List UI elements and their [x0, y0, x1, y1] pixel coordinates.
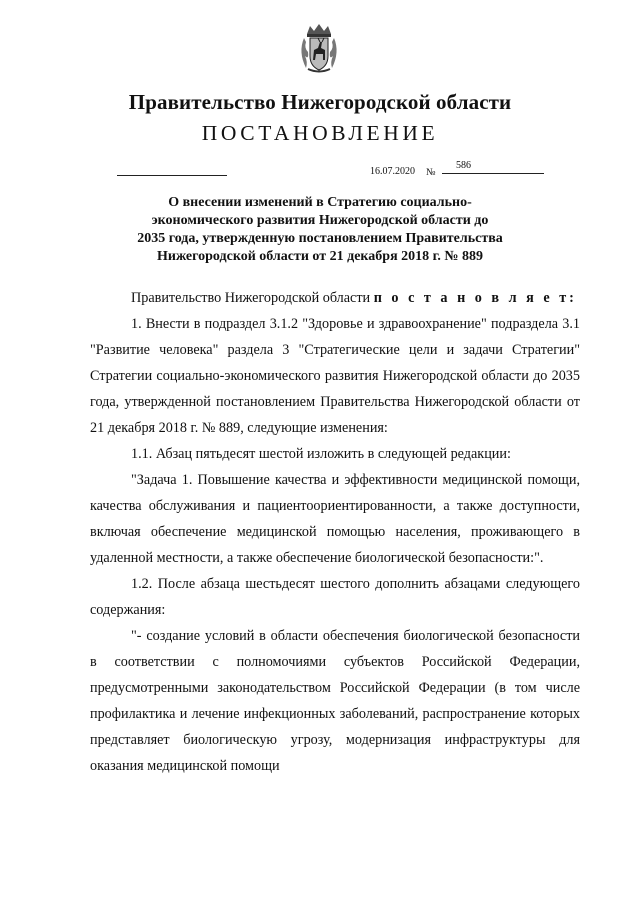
title-line: 2035 года, утвержденную постановлением Правительства	[137, 231, 503, 246]
paragraph-1-1: 1.1. Абзац пятьдесят шестой изложить в следующей редакции:	[131, 446, 511, 462]
document-body	[90, 285, 580, 779]
organization-name: Правительство Нижегородской области	[128, 90, 512, 114]
paragraph-bio-safety: "- создание условий в области обеспечения биологической безопасности в соответствии с полномочиями субъектов Российской Федерации, предусмотренными законодательством Российской Федерации (в том числе профилактика и лечение инфекционных заболеваний, распространение которых представляет биологическую угрозу, модернизация инфраструктуры для оказания медицинской помощи	[90, 628, 580, 774]
paragraph-task-1: "Задача 1. Повышение качества и эффективности медицинской помощи, качества обслуживания и пациентоориентированности, а также доступности, включая обеспечение медицинской помощью населения, проживающего в удаленной местности, а также обеспечение биологической безопасности:".	[90, 472, 580, 566]
coat-of-arms-icon	[298, 22, 340, 74]
title-line: Нижегородской области от 21 декабря 2018 г. № 889	[157, 249, 483, 264]
paragraph-1: 1. Внести в подраздел 3.1.2 "Здоровье и здравоохранение" подраздела 3.1 "Развитие человека" раздела 3 "Стратегические цели и задачи Стратегии" Стратегии социально-экономического развития Нижегородской области до 2035 года, утвержденной постановлением Правительства Нижегородской области от 21 декабря 2018 г. № 889, следующие изменения:	[90, 316, 580, 436]
paragraph-1-2: 1.2. После абзаца шестьдесят шестого дополнить абзацами следующего содержания:	[90, 576, 580, 618]
resolves-word: п о с т а н о в л я е т:	[373, 290, 577, 306]
intro-text: Правительство Нижегородской области	[131, 290, 371, 306]
document-type: ПОСТАНОВЛЕНИЕ	[201, 121, 439, 145]
title-line: О внесении изменений в Стратегию социально-	[168, 195, 472, 210]
document-number: 586	[442, 160, 544, 174]
document-date: 16.07.2020	[370, 166, 415, 177]
number-label: №	[426, 167, 436, 178]
date-number-row	[0, 160, 640, 182]
blank-signature-line	[117, 175, 227, 176]
document-title	[100, 194, 540, 266]
title-line: экономического развития Нижегородской области до	[151, 213, 489, 228]
intro-paragraph	[90, 285, 580, 311]
